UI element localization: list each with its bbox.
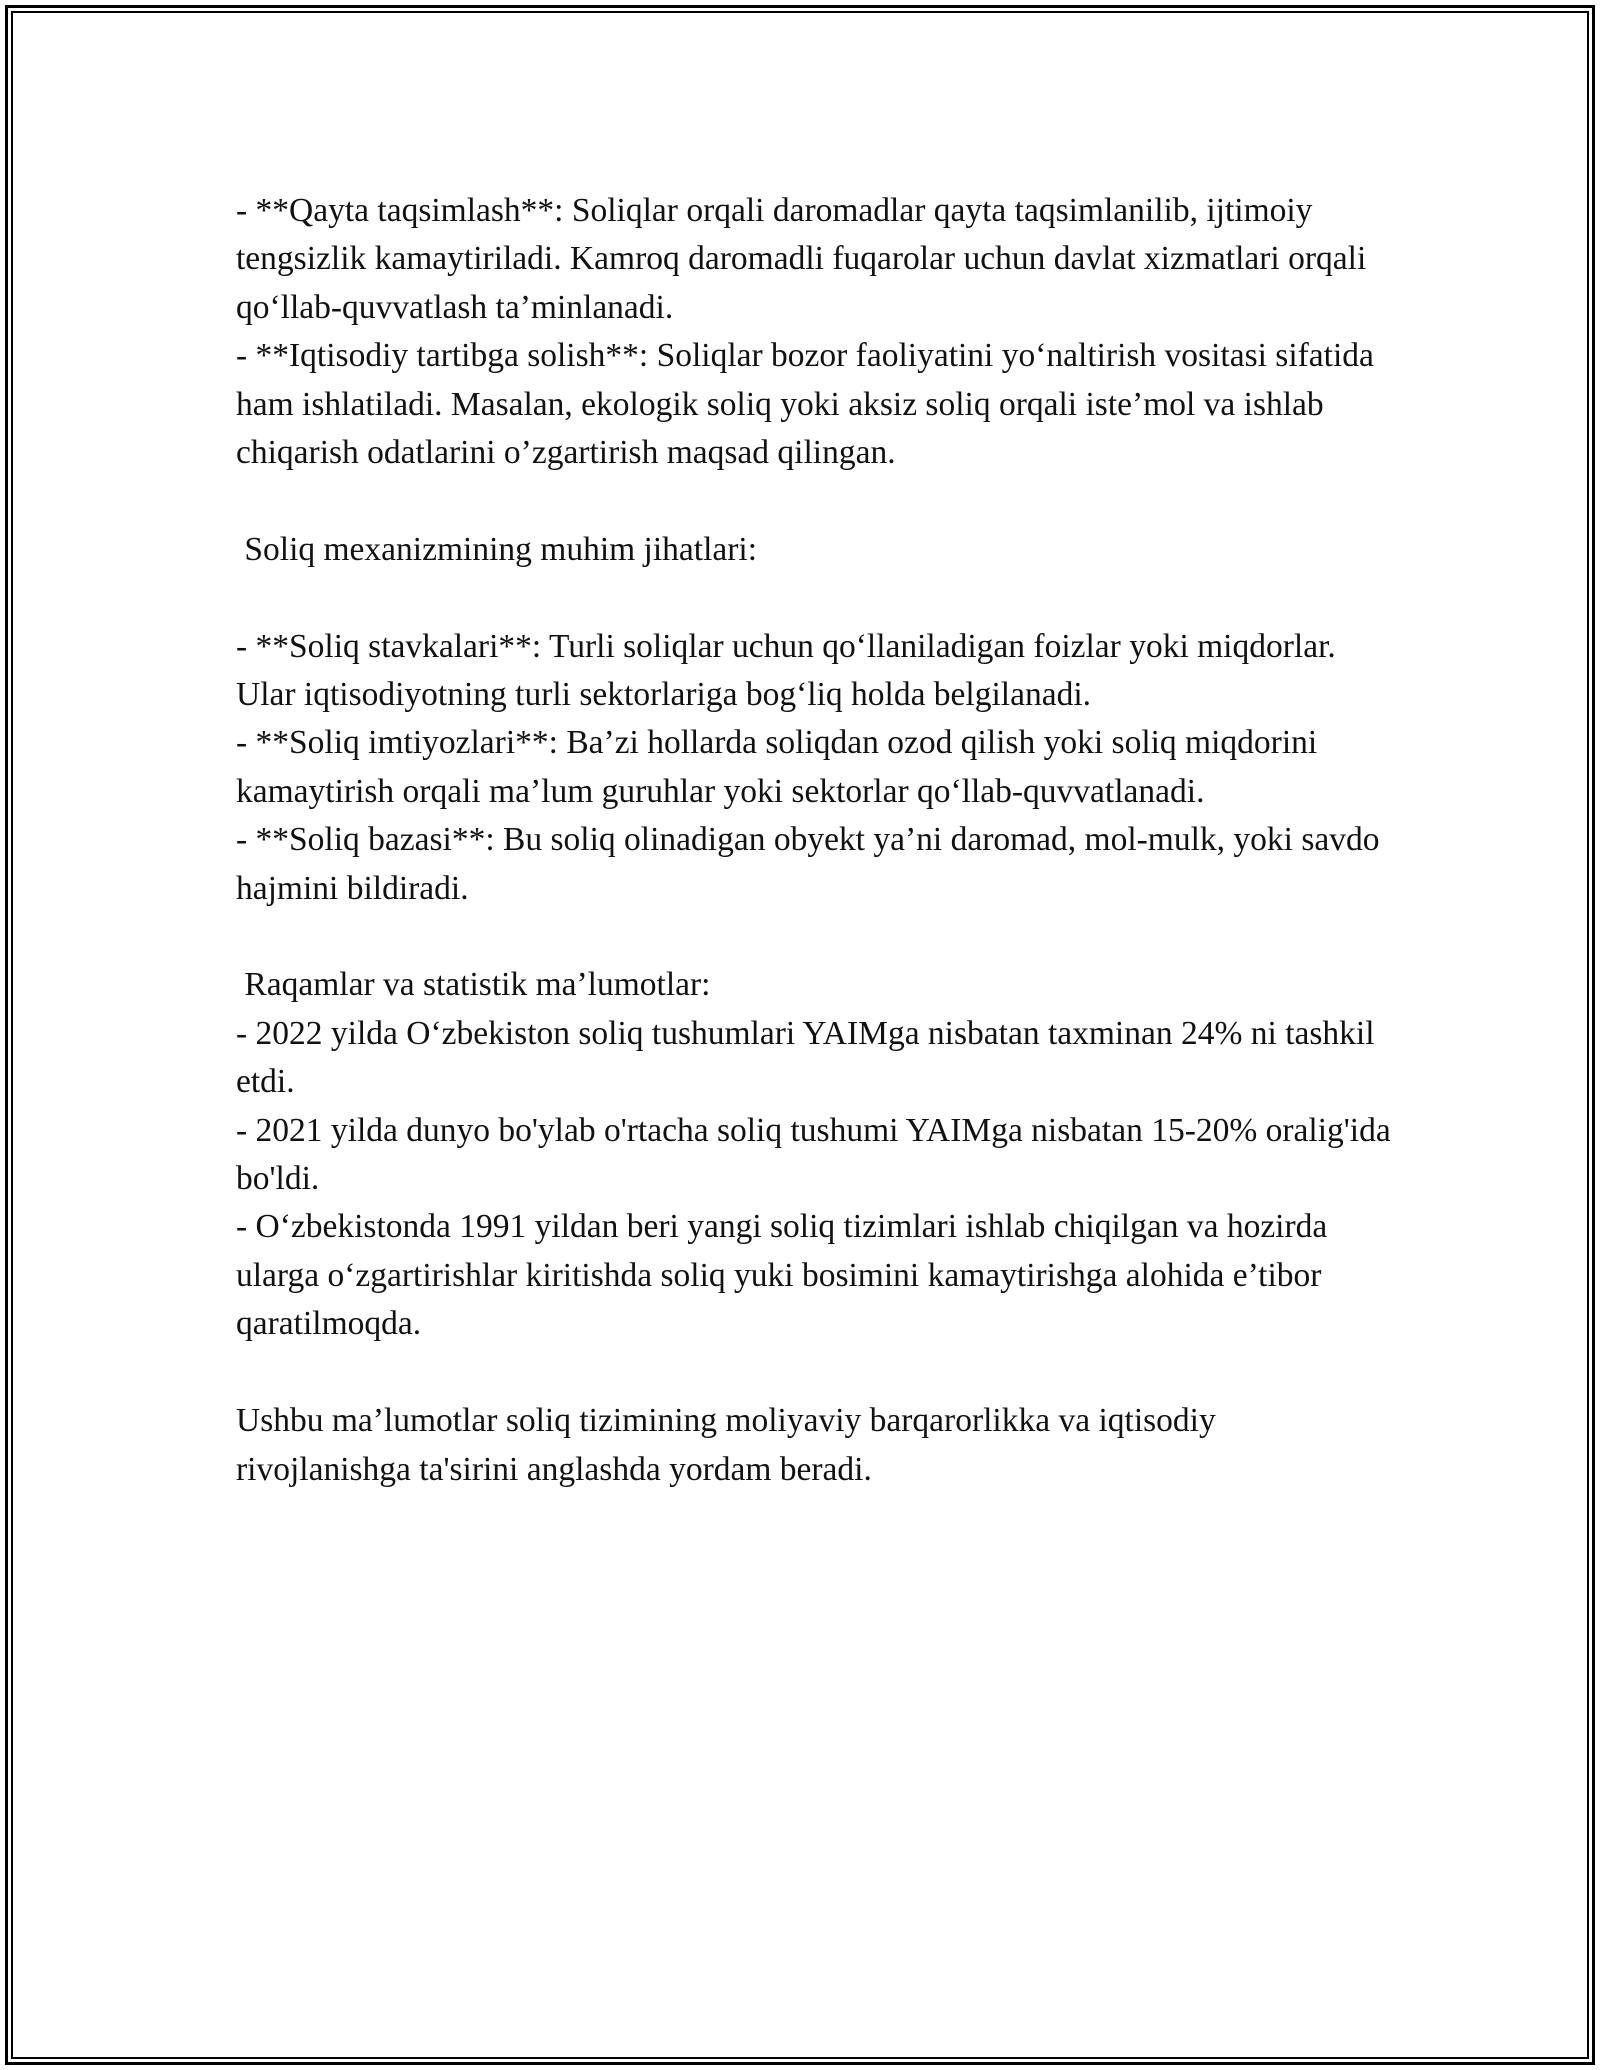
paragraph-stat-2021: - 2021 yilda dunyo bo'ylab o'rtacha soliq tushumi YAIMga nisbatan 15-20% oralig'ida bo'ldi.: [236, 1111, 1400, 1198]
section-heading-soliq-mexanizmi: Soliq mexanizmining muhim jihatlari:: [236, 530, 758, 568]
spacer: [236, 913, 1396, 961]
paragraph-iqtisodiy-tartibga-solish: - **Iqtisodiy tartibga solish**: Soliqlar bozor faoliyatini yo‘naltirish vositasi sifatida ham ishlatiladi. Masalan, ekologik soliq yoki aksiz soliq orqali iste’mol va ishlab chiqarish odatlarini o’zgartirish maqsad qilingan.: [236, 337, 1383, 472]
paragraph-qayta-taqsimlash: - **Qayta taqsimlash**: Soliqlar orqali daromadlar qayta taqsimlanilib, ijtimoiy tengsizlik kamaytiriladi. Kamroq daromadli fuqarolar uchun davlat xizmatlari orqali qo‘llab-quvvatlash ta’minlanadi.: [236, 192, 1375, 326]
paragraph-soliq-bazasi: - **Soliq bazasi**: Bu soliq olinadigan obyekt ya’ni daromad, mol-mulk, yoki savdo hajmini bildiradi.: [236, 821, 1388, 907]
paragraph-soliq-stavkalari: - **Soliq stavkalari**: Turli soliqlar uchun qo‘llaniladigan foizlar yoki miqdorlar. Ular iqtisodiyotning turli sektorlariga bog‘liq holda belgilanadi.: [236, 627, 1345, 714]
paragraph-conclusion: Ushbu ma’lumotlar soliq tizimining moliyaviy barqarorlikka va iqtisodiy rivojlanishga ta'sirini anglashda yordam beradi.: [236, 1402, 1225, 1488]
paragraph-soliq-imtiyozlari: - **Soliq imtiyozlari**: Ba’zi hollarda soliqdan ozod qilish yoki soliq miqdorini kamaytirish orqali ma’lum guruhlar yoki sektorlar qo‘llab-quvvatlanadi.: [236, 724, 1326, 810]
spacer: [236, 477, 1396, 525]
paragraph-stat-1991: - O‘zbekistonda 1991 yildan beri yangi soliq tizimlari ishlab chiqilgan va hozirda ularga o‘zgartirishlar kiritishda soliq yuki bosimini kamaytirishga alohida e’tibor qaratilmoqda.: [236, 1208, 1336, 1343]
paragraph-stat-2022: - 2022 yilda O‘zbekiston soliq tushumlari YAIMga nisbatan taxminan 24% ni tashkil etdi.: [236, 1014, 1383, 1101]
spacer: [236, 574, 1396, 622]
spacer: [236, 1349, 1396, 1397]
section-heading-raqamlar: Raqamlar va statistik ma’lumotlar:: [236, 966, 711, 1004]
document-body: [236, 187, 1400, 1494]
